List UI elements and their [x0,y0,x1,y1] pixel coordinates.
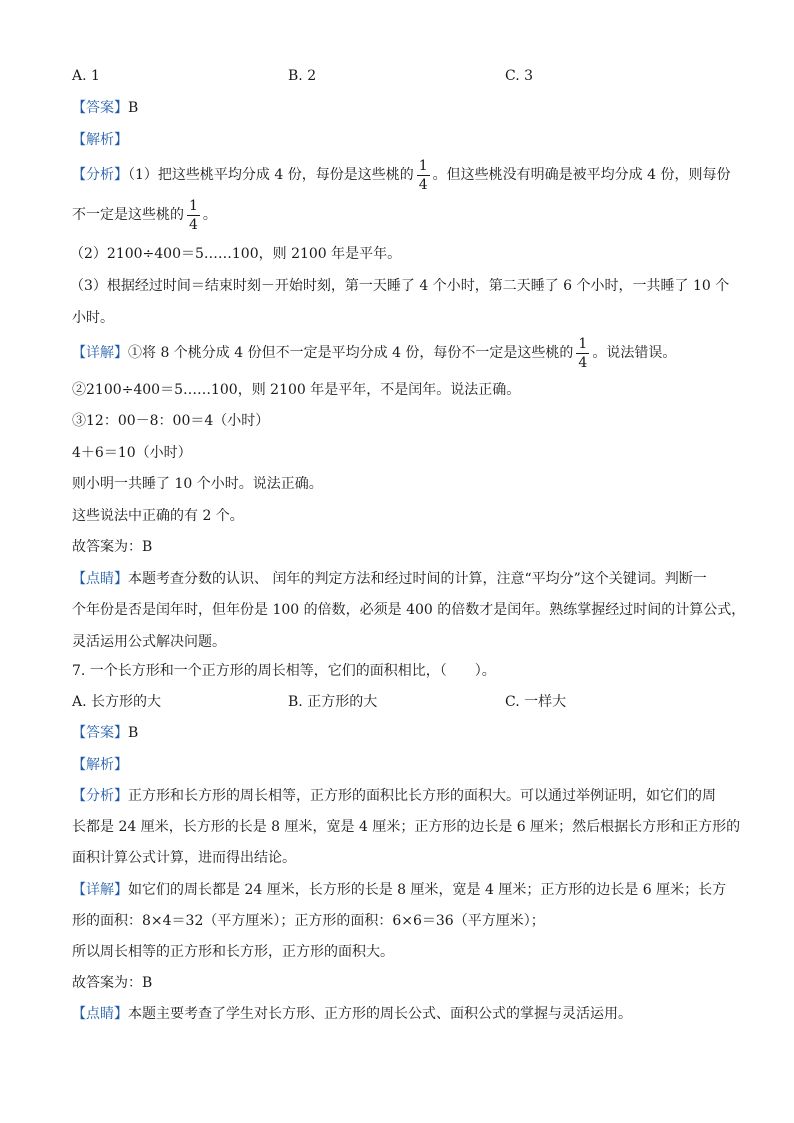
answer-value: B [128,100,139,116]
q6-final-answer: 故答案为：B [72,539,153,555]
q7-option-c: C. 一样大 [505,694,567,710]
dianjing-text: 本题主要考查了学生对长方形、正方形的周长公式、面积公式的掌握与灵活运用。 [128,1006,632,1022]
q6-dianjing-line-1 [72,569,707,589]
q7-option-b: B. 正方形的大 [288,694,378,710]
q6-fenxi-line-5: 小时。 [72,310,114,326]
fenxi-tag: 【分析】 [72,788,128,804]
fenxi-text: 正方形和长方形的周长相等，正方形的面积比长方形的面积大。可以通过举例证明，如它们的周 [128,788,716,804]
fenxi-text: 。但这些桃没有明确是被平均分成 4 份，则每份 [432,167,731,183]
q7-xiangjie-line-2: 形的面积：8×4＝32（平方厘米）；正方形的面积：6×6＝36（平方厘米）； [72,913,545,929]
xiangjie-text: 如它们的周长都是 24 厘米，长方形的长是 8 厘米，宽是 4 厘米；正方形的边长是 6 厘米；长方 [128,882,727,898]
dianjing-tag: 【点睛】 [72,1006,128,1022]
q7-xiangjie-line-1 [72,880,726,900]
q7-answer [72,723,138,743]
q6-xiangjie-line-6: 这些说法中正确的有 2 个。 [72,508,244,524]
fraction-one-quarter: $\frac{1}{4}$ [578,335,588,371]
xiangjie-text: ①将 8 个桃分成 4 份但不一定是平均分成 4 份，每份不一定是这些桃的 [128,345,574,361]
fraction-one-quarter: $\frac{1}{4}$ [418,157,428,193]
q7-xiangjie-line-3: 所以周长相等的正方形和长方形，正方形的面积大。 [72,944,394,960]
fenxi-text: 不一定是这些桃的 [72,207,184,223]
fenxi-text: （1）把这些桃平均分成 4 份，每份是这些桃的 [128,167,414,183]
q6-fenxi-line-1 [72,158,730,192]
xiangjie-tag: 【详解】 [72,345,128,361]
q6-dianjing-line-3: 灵活运用公式解决问题。 [72,634,226,650]
q6-option-a: A. 1 [72,68,100,84]
q6-fenxi-line-4: （3）根据经过时间＝结束时刻－开始时刻，第一天睡了 4 个小时，第二天睡了 6 个小时，一共睡了 10 个 [70,278,730,294]
q6-answer [72,98,138,118]
xiangjie-text: 。说法错误。 [592,345,677,361]
q7-question: 7. 一个长方形和一个正方形的周长相等，它们的面积相比，（ ）。 [72,663,496,679]
answer-tag: 【答案】 [72,100,128,116]
q7-fenxi-line-2: 长都是 24 厘米，长方形的长是 8 厘米，宽是 4 厘米；正方形的边长是 6 厘米；然后根据长方形和正方形的 [72,819,741,835]
q6-fenxi-line-3: （2）2100÷400＝5……100，则 2100 年是平年。 [70,246,402,262]
answer-value: B [128,725,139,741]
q6-xiangjie-line-2: ②2100÷400＝5……100，则 2100 年是平年，不是闰年。说法正确。 [72,382,521,398]
q6-fenxi-line-2 [72,198,217,232]
q6-option-c: C. 3 [505,68,534,84]
fenxi-tag: 【分析】 [72,167,128,183]
fraction-one-quarter: $\frac{1}{4}$ [189,197,198,233]
q7-fenxi-line-1 [72,786,716,806]
q6-xiangjie-line-3: ③12：00－8：00＝4（小时） [72,413,270,429]
xiangjie-tag: 【详解】 [72,882,128,898]
q6-xiangjie-line-4: 4＋6＝10（小时） [72,445,192,461]
fenxi-text: 。 [202,207,217,223]
q6-xiangjie-line-1 [72,336,676,370]
q6-analysis-tag: 【解析】 [72,132,128,148]
q7-dianjing-line-1 [72,1004,632,1024]
q7-analysis-tag: 【解析】 [72,757,128,773]
q7-fenxi-line-3: 面积计算公式计算，进而得出结论。 [72,850,296,866]
q7-final-answer: 故答案为：B [72,975,153,991]
q6-xiangjie-line-5: 则小明一共睡了 10 个小时。说法正确。 [72,476,323,492]
answer-tag: 【答案】 [72,725,128,741]
q7-option-a: A. 长方形的大 [72,694,162,710]
q6-dianjing-line-2: 个年份是否是闰年时，但年份是 100 的倍数，必须是 400 的倍数才是闰年。熟练掌握经过时间的计算公式， [72,602,746,618]
q6-option-b: B. 2 [288,68,317,84]
dianjing-tag: 【点睛】 [72,571,128,587]
dianjing-text: 本题考查分数的认识、 闰年的判定方法和经过时间的计算，注意“平均分”这个关键词。判断一 [128,571,707,587]
